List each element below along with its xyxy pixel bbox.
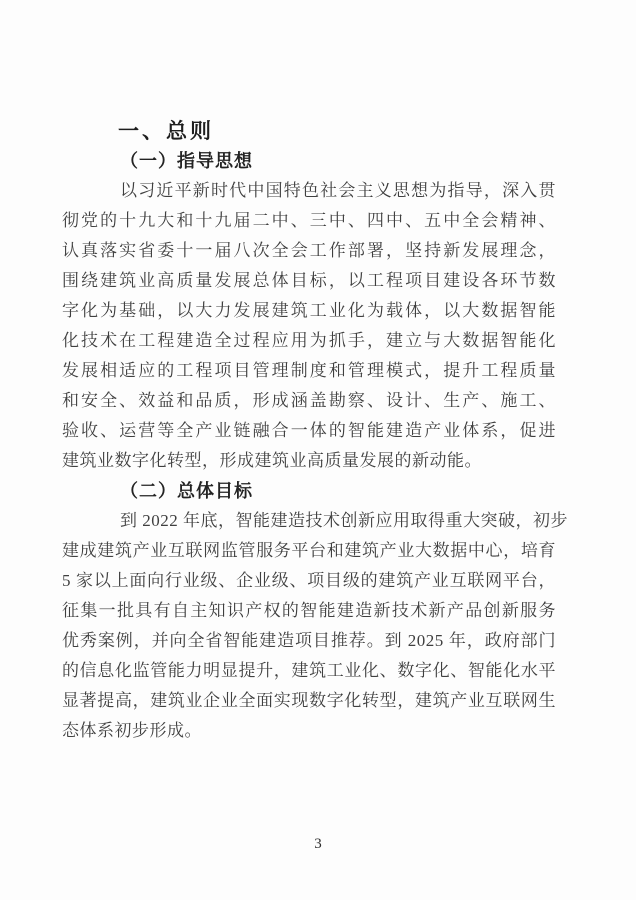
text-line: 围绕建筑业高质量发展总体目标，以工程项目建设各环节数 — [62, 271, 556, 290]
text-line: 到 2022 年底，智能建造技术创新应用取得重大突破，初步 — [120, 511, 568, 530]
chapter-heading: 一、总则 — [118, 119, 214, 143]
text-line: 优秀案例，并向全省智能建造项目推荐。到 2025 年，政府部门 — [62, 631, 556, 650]
page-number: 3 — [314, 836, 322, 852]
text-line: 发展相适应的工程项目管理制度和管理模式，提升工程质量 — [62, 361, 556, 380]
document-body — [62, 116, 568, 746]
text-line: 态体系初步形成。 — [62, 721, 202, 740]
text-line: 建成建筑产业互联网监管服务平台和建筑产业大数据中心，培育 — [62, 541, 556, 560]
text-line: 认真落实省委十一届八次全会工作部署，坚持新发展理念， — [62, 241, 556, 260]
section2-title: （二）总体目标 — [120, 481, 253, 501]
text-line: 征集一批具有自主知识产权的智能建造新技术新产品创新服务 — [62, 601, 556, 620]
text-line: 化技术在工程建造全过程应用为抓手，建立与大数据智能化 — [62, 331, 556, 350]
text-line: 字化为基础，以大力发展建筑工业化为载体，以大数据智能 — [62, 301, 556, 320]
text-line: 彻党的十九大和十九届二中、三中、四中、五中全会精神、 — [62, 211, 556, 230]
text-line: 的信息化监管能力明显提升，建筑工业化、数字化、智能化水平 — [62, 661, 556, 680]
text-line: 以习近平新时代中国特色社会主义思想为指导，深入贯 — [120, 181, 556, 200]
text-line: 显著提高，建筑业企业全面实现数字化转型，建筑产业互联网生 — [62, 691, 556, 710]
text-line: 5 家以上面向行业级、企业级、项目级的建筑产业互联网平台， — [62, 571, 556, 590]
text-line: 和安全、效益和品质，形成涵盖勘察、设计、生产、施工、 — [62, 391, 556, 410]
section1-title: （一）指导思想 — [120, 151, 253, 171]
text-line: 建筑业数字化转型，形成建筑业高质量发展的新动能。 — [62, 451, 482, 470]
text-line: 验收、运营等全产业链融合一体的智能建造产业体系，促进 — [62, 421, 556, 440]
